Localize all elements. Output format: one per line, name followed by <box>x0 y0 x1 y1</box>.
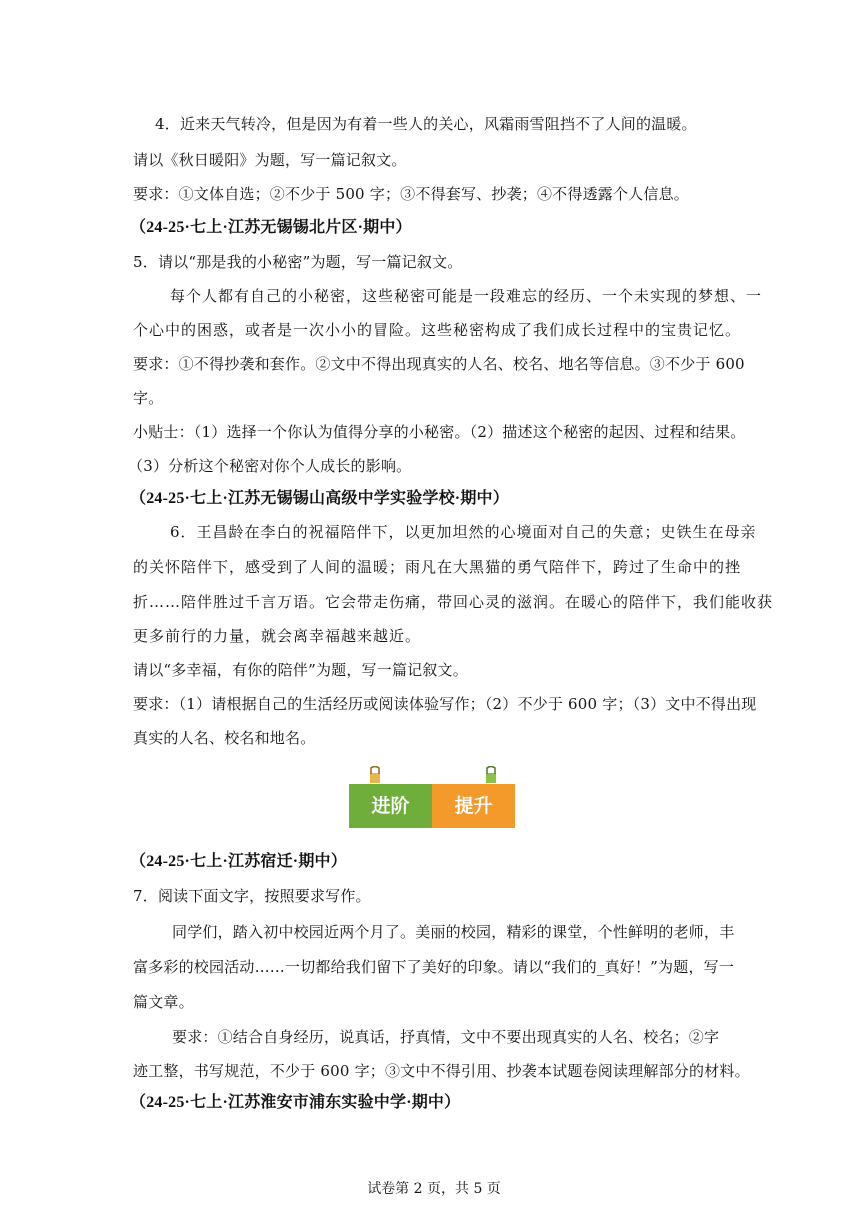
source-label-2: （24-25·七上·江苏无锡锡山高级中学实验学校·期中） <box>130 490 509 507</box>
l2: 要求：①文体自选；②不少于 500 字；③不得套写、抄袭；④不得透露个人信息。 <box>133 185 689 203</box>
l17: 要求：（1）请根据自己的生活经历或阅读体验写作；（2）不少于 600 字；（3）文中不得出现 <box>133 695 757 713</box>
binder-clip-icon <box>367 766 383 784</box>
l12: 6．王昌龄在李白的祝福陪伴下，以更加坦然的心境面对自己的失意；史铁生在母亲 <box>170 523 757 541</box>
l4: 5．请以“那是我的小秘密”为题，写一篇记叙文。 <box>133 253 463 271</box>
l15: 更多前行的力量，就会离幸福越来越近。 <box>133 627 422 645</box>
l16: 请以“多幸福，有你的陪伴”为题，写一篇记叙文。 <box>133 661 468 679</box>
binder-clip-icon <box>483 766 499 784</box>
l21: 同学们，踏入初中校园近两个月了。美丽的校园，精彩的课堂，个性鲜明的老师，丰 <box>172 923 735 941</box>
source-label-4: （24-25·七上·江苏淮安市浦东实验中学·期中） <box>130 1094 461 1111</box>
l10: （3）分析这个秘密对你个人成长的影响。 <box>128 457 412 475</box>
l13: 的关怀陪伴下，感受到了人间的温暖；雨凡在大黑猫的勇气陪伴下，跨过了生命中的挫 <box>133 558 742 576</box>
banner-right-label: 提升 <box>432 784 515 828</box>
l6: 个心中的困惑，或者是一次小小的冒险。这些秘密构成了我们成长过程中的宝贵记忆。 <box>133 321 742 339</box>
l22: 富多彩的校园活动……一切都给我们留下了美好的印象。请以“我们的_真好！”为题，写一 <box>133 958 735 976</box>
l7: 要求：①不得抄袭和套作。②文中不得出现真实的人名、校名、地名等信息。③不少于 600 <box>133 355 745 373</box>
l0: 4．近来天气转冷，但是因为有着一些人的关心，风霜雨雪阻挡不了人间的温暖。 <box>155 115 697 133</box>
l18: 真实的人名、校名和地名。 <box>133 729 316 747</box>
l25: 迹工整，书写规范，不少于 600 字；③文中不得引用、抄袭本试题卷阅读理解部分的材料。 <box>133 1062 750 1080</box>
l5: 每个人都有自己的小秘密，这些秘密可能是一段难忘的经历、一个未实现的梦想、一 <box>170 287 763 305</box>
l23: 篇文章。 <box>133 993 194 1011</box>
advanced-banner <box>349 782 515 828</box>
l8: 字。 <box>133 389 164 407</box>
l1: 请以《秋日暖阳》为题，写一篇记叙文。 <box>133 151 407 169</box>
page-footer: 试卷第 2 页，共 5 页 <box>367 1181 501 1197</box>
l20: 7．阅读下面文字，按照要求写作。 <box>133 887 371 905</box>
l24: 要求：①结合自身经历，说真话，抒真情，文中不要出现真实的人名、校名；②字 <box>172 1028 720 1046</box>
banner-left-label: 进阶 <box>349 784 432 828</box>
l14: 折……陪伴胜过千言万语。它会带走伤痛，带回心灵的滋润。在暖心的陪伴下，我们能收获 <box>133 593 774 611</box>
l9: 小贴士：（1）选择一个你认为值得分享的小秘密。（2）描述这个秘密的起因、过程和结果。 <box>133 423 746 441</box>
source-label-1: （24-25·七上·江苏无锡锡北片区·期中） <box>130 219 412 236</box>
source-label-3: （24-25·七上·江苏宿迁·期中） <box>130 853 347 870</box>
